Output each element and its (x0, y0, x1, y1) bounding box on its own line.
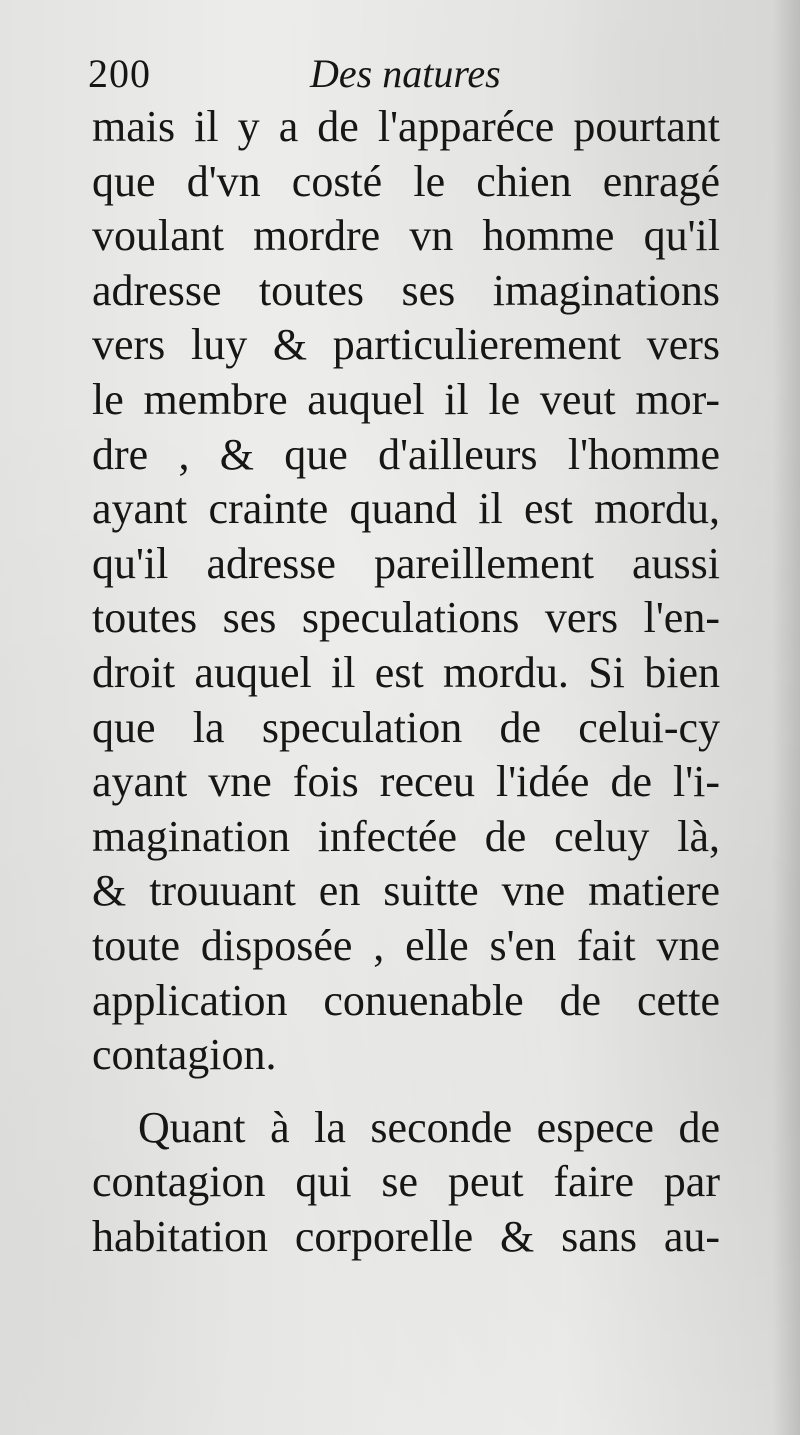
body-text (92, 100, 720, 1264)
running-title: Des natures (310, 51, 501, 96)
text-line: Quant à la seconde espece de (138, 1102, 720, 1152)
text-line: & trouuant en suitte vne matiere (92, 866, 720, 916)
text-line: contagion qui se peut faire par (92, 1157, 720, 1207)
text-line: magination infectée de celuy là, (92, 811, 720, 861)
text-line: voulant mordre vn homme qu'il (92, 211, 720, 261)
text-line: qu'il adresse pareillement aussi (92, 538, 720, 588)
text-line: mais il y a de l'apparéce pourtant (92, 102, 720, 151)
text-line: contagion. (92, 1030, 277, 1080)
text-line: dre , & que d'ailleurs l'homme (92, 429, 720, 479)
page-edge-shadow (772, 0, 800, 1435)
text-line: que la speculation de celui-cy (92, 702, 720, 752)
text-line: toute disposée , elle s'en fait vne (92, 920, 720, 970)
text-line: droit auquel il est mordu. Si bien (92, 647, 720, 697)
paragraph-gap (92, 1083, 720, 1101)
text-line: toutes ses speculations vers l'en- (92, 593, 720, 643)
text-line: application conuenable de cette (92, 975, 720, 1025)
text-line: ayant vne fois receu l'idée de l'i- (92, 757, 720, 807)
text-line: habitation corporelle & sans au- (92, 1211, 720, 1261)
text-line: adresse toutes ses imaginations (92, 265, 720, 315)
text-line: le membre auquel il le veut mor- (92, 374, 720, 424)
text-line: que d'vn costé le chien enragé (92, 156, 720, 206)
text-line: ayant crainte quand il est mordu, (92, 484, 720, 534)
page-header (88, 48, 728, 100)
paragraph (92, 100, 720, 1083)
text-line: vers luy & particulierement vers (92, 320, 720, 370)
paragraph (92, 1101, 720, 1265)
page-number: 200 (88, 51, 151, 96)
